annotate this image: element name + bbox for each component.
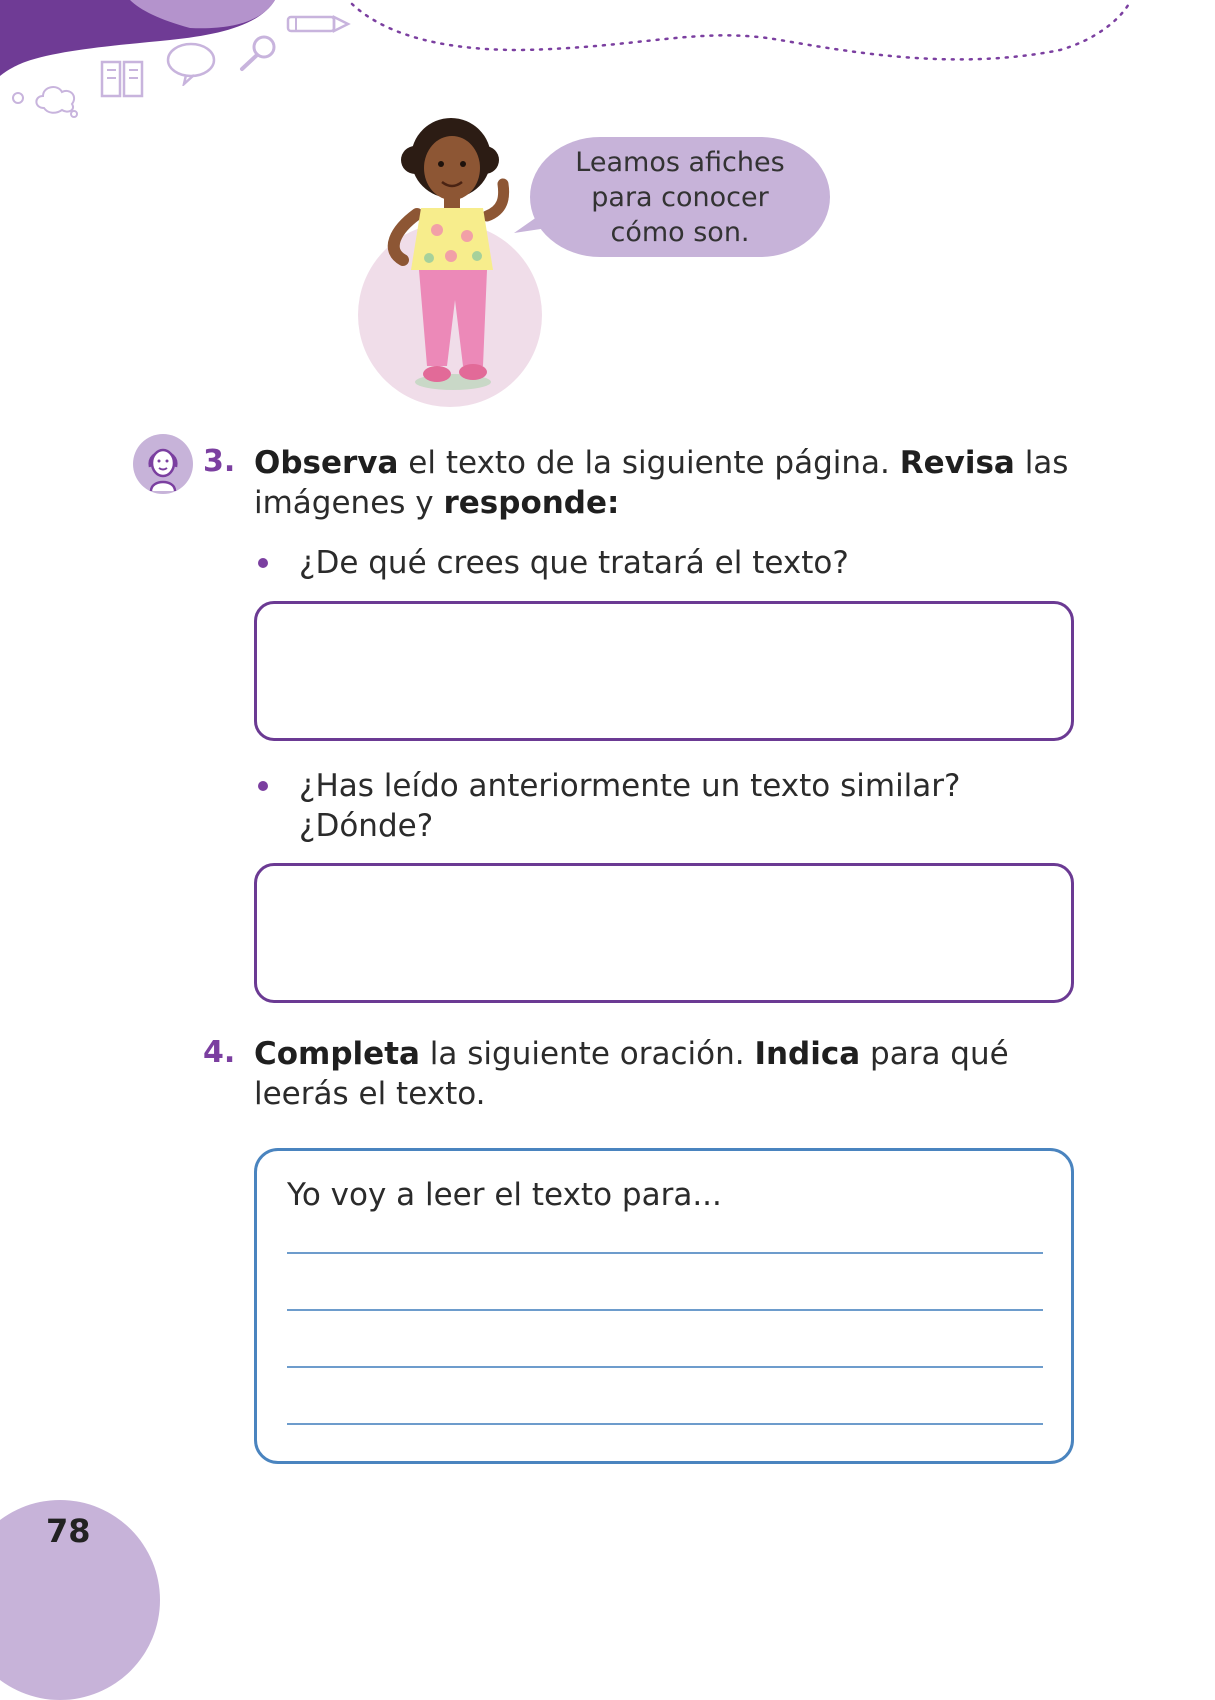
instruction-text: las — [1014, 445, 1069, 481]
question-3-bullet-1: ¿De qué crees que tratará el texto? — [299, 545, 849, 581]
speech-bubble — [530, 137, 830, 257]
bullet-point — [258, 558, 268, 568]
writing-line[interactable] — [287, 1366, 1043, 1368]
student-avatar-icon — [132, 433, 194, 495]
question-3-text — [254, 443, 1074, 523]
answer-box-2[interactable] — [254, 863, 1074, 1003]
instruction-verb: responde: — [443, 485, 620, 521]
question-4-number: 4. — [203, 1035, 236, 1070]
sentence-completion-box[interactable] — [254, 1148, 1074, 1464]
bullet-point — [258, 781, 268, 791]
pencil-icon — [286, 12, 352, 36]
girl-illustration — [355, 110, 555, 410]
question-3-bullet-2 — [299, 766, 1059, 846]
cloud-icon — [8, 74, 88, 120]
instruction-verb: Completa — [254, 1036, 420, 1072]
instruction-text: imágenes y — [254, 485, 444, 521]
question-3-number: 3. — [203, 444, 236, 479]
bullet-2-line: ¿Has leído anteriormente un texto similar? — [299, 768, 961, 804]
writing-line[interactable] — [287, 1423, 1043, 1425]
page-number: 78 — [46, 1512, 91, 1550]
speech-bubble-line: cómo son. — [610, 217, 750, 248]
thought-bubble-icon — [164, 40, 218, 86]
sentence-prompt: Yo voy a leer el texto para... — [287, 1177, 722, 1213]
writing-line[interactable] — [287, 1309, 1043, 1311]
magnifier-icon — [236, 34, 280, 74]
instruction-text: leerás el texto. — [254, 1076, 486, 1112]
question-4-text — [254, 1034, 1074, 1114]
instruction-text: para qué — [860, 1036, 1009, 1072]
book-icon — [98, 56, 146, 100]
answer-box-1[interactable] — [254, 601, 1074, 741]
instruction-verb: Revisa — [899, 445, 1015, 481]
instruction-verb: Observa — [254, 445, 399, 481]
writing-line[interactable] — [287, 1252, 1043, 1254]
speech-bubble-line: Leamos afiches — [575, 147, 785, 178]
instruction-text: la siguiente oración. — [419, 1036, 755, 1072]
speech-bubble-line: para conocer — [591, 182, 769, 213]
instruction-text: el texto de la siguiente página. — [398, 445, 900, 481]
instruction-verb: Indica — [754, 1036, 861, 1072]
bullet-2-line: ¿Dónde? — [299, 808, 434, 844]
speech-bubble-tail — [514, 205, 554, 235]
